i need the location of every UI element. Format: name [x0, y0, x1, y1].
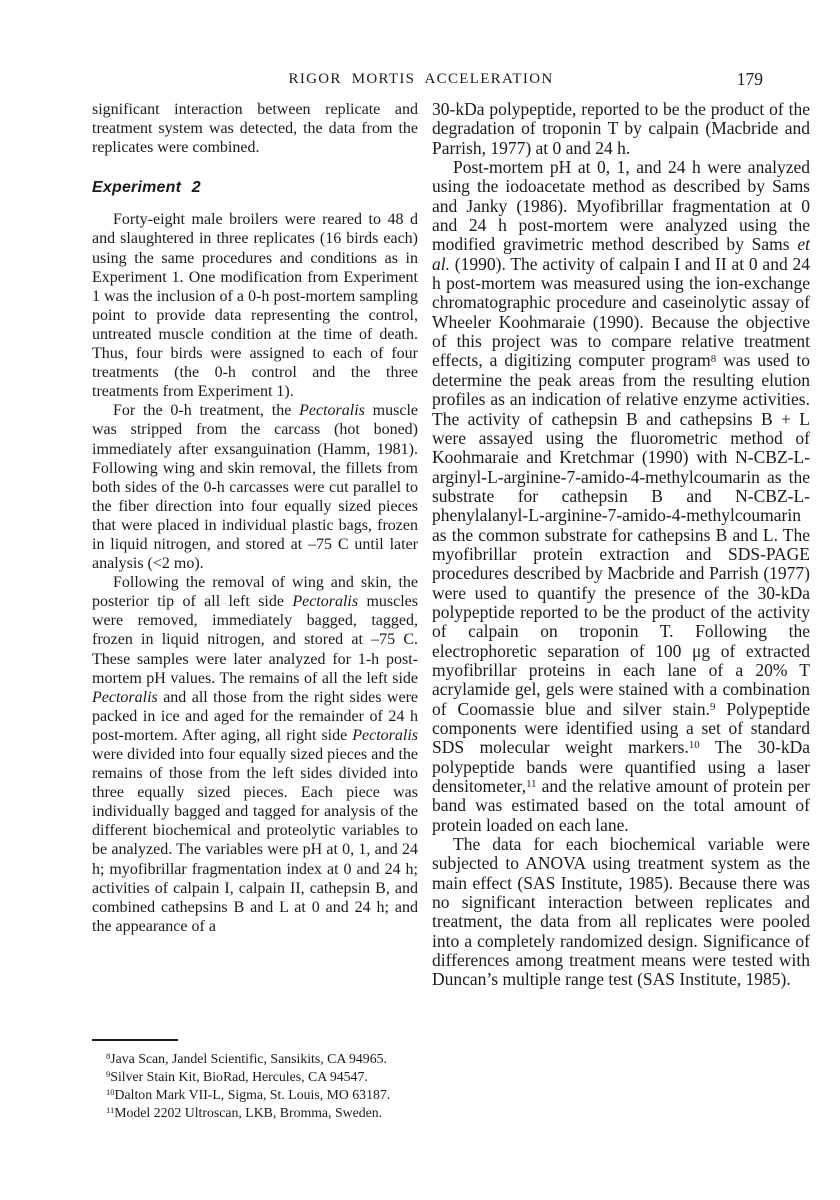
- text-segment: significant interaction between replicate and treatment system was detected, the data from the replicates were combined.: [92, 101, 418, 157]
- text-segment: Following the removal of wing and skin, the posterior tip of all left side: [92, 574, 418, 611]
- text-segment: Java Scan, Jandel Scientific, Sansikits, CA 94965.: [110, 1051, 387, 1066]
- section-heading: [92, 178, 418, 197]
- superscript-marker: 8: [106, 1051, 111, 1062]
- superscript-marker: 10: [106, 1087, 115, 1098]
- text-segment: Polypeptide components were identified using a set of standard SDS molecular weight markers.: [432, 698, 810, 758]
- paragraph: [92, 573, 418, 936]
- footnote-rule: [92, 1039, 178, 1041]
- paragraph: [92, 100, 418, 157]
- text-columns: [92, 100, 810, 1122]
- text-segment: The 30-kDa polypeptide bands were quantified using a laser densitometer,: [432, 737, 810, 797]
- superscript-marker: 9: [709, 700, 716, 713]
- paragraph: [432, 835, 810, 990]
- text-segment: Pectoralis: [352, 726, 418, 744]
- superscript-marker: 11: [106, 1105, 115, 1116]
- paragraph: [432, 158, 810, 835]
- right-column-text: [432, 100, 810, 990]
- superscript-marker: 8: [710, 352, 717, 365]
- text-segment: Silver Stain Kit, BioRad, Hercules, CA 94547.: [110, 1069, 368, 1084]
- superscript-marker: 11: [526, 778, 537, 791]
- text-segment: Model 2202 Ultroscan, LKB, Bromma, Sweden.: [114, 1105, 383, 1120]
- right-column: [432, 100, 810, 990]
- paragraph: [92, 401, 418, 573]
- text-segment: Post-mortem pH at 0, 1, and 24 h were analyzed using the iodoacetate method as described by Sams and Janky (1986). Myofibrillar fragmentation at 0 and 24 h post-mortem were analyzed using the modified gravimetric method described by Sams: [432, 157, 810, 255]
- text-segment: For the 0-h treatment, the: [113, 402, 300, 420]
- text-segment: et al.: [432, 234, 810, 274]
- text-segment: (1990). The activity of calpain I and II at 0 and 24 h post-mortem was measured using the ion-exchange chromatographic procedure and caseinolytic assay of Wheeler Koohmaraie (1990). Because the objective of this project was to compare relative treatment effects, a digitizing computer program: [432, 253, 810, 371]
- running-title: RIGOR MORTIS ACCELERATION: [288, 71, 554, 87]
- superscript-marker: 9: [106, 1069, 111, 1080]
- footnote: [92, 1068, 418, 1086]
- paragraph: [92, 210, 418, 401]
- text-segment: Pectoralis: [292, 593, 359, 611]
- left-column: [92, 100, 418, 1122]
- superscript-marker: 10: [688, 739, 700, 752]
- text-segment: 30-kDa polypeptide, reported to be the product of the degradation of troponin T by calpain (Macbride and Parrish, 1977) at 0 and 24 h.: [432, 99, 810, 158]
- text-segment: Dalton Mark VII-L, Sigma, St. Louis, MO 63187.: [114, 1087, 391, 1102]
- footnote-block: [92, 1039, 418, 1122]
- text-segment: Experiment 2: [92, 179, 201, 197]
- text-segment: Forty-eight male broilers were reared to 48 d and slaughtered in three replicates (16 birds each) using the same procedures and conditions as in Experiment 1. One modification from Experiment 1 was the inclusion of a 0-h post-mortem sampling point to provide data representing the control, untreated muscle condition at the time of death. Thus, four birds were assigned to each of four treatments (the 0-h control and the three treatments from Experiment 1).: [92, 211, 418, 401]
- footnote: [92, 1086, 418, 1104]
- text-segment: was used to determine the peak areas from the resulting elution profiles as an indication of relative enzyme activities. The activity of cathepsin B and cathepsins B + L were assayed using the fluorometric method of Koohmaraie and Kretchmar (1990) with N-CBZ-L-arginyl-L-arginine-7-amido-4-methylcoumarin as the substrate for cathepsin B and N-CBZ-L-phenylalanyl-L-arginine-7-amido-4-methylcoumarin as the common substrate for cathepsins B and L. The myofibrillar protein extraction and SDS-PAGE procedures described by Macbride and Parrish (1977) were used to quantify the presence of the 30-kDa polypeptide reported to be the product of the activity of calpain on troponin T. Following the electrophoretic separation of 100 μg of extracted myofibrillar proteins in each lane of a 20% T acrylamide gel, gels were stained with a combination of Coomassie blue and silver stain.: [432, 350, 811, 719]
- text-segment: Pectoralis: [299, 402, 365, 420]
- text-segment: and the relative amount of protein per band was estimated based on the total amount of protein loaded on each lane.: [432, 776, 810, 835]
- text-segment: Pectoralis: [92, 688, 158, 706]
- page-header: [92, 71, 810, 93]
- left-column-text: [92, 100, 418, 936]
- text-segment: The data for each biochemical variable were subjected to ANOVA using treatment system as the main effect (SAS Institute, 1985). Because there was no significant interaction between replicates and treatment, the data from all replicates were pooled into a completely randomized design. Significance of differences among treatment means were tested with Duncan’s multiple range test (SAS Institute, 1985).: [432, 834, 810, 990]
- text-segment: muscle was stripped from the carcass (hot boned) immediately after exsanguination (Hamm, 1981). Following wing and skin removal, the fillets from both sides of the 0-h carcasses were cut parallel to the fiber direction into four equally sized pieces that were placed in individual plastic bags, frozen in liquid nitrogen, and stored at –75 C until later analysis (<2 mo).: [92, 402, 419, 573]
- footnote: [92, 1104, 418, 1122]
- text-segment: and all those from the right sides were packed in ice and aged for the remainder of 24 h post-mortem. After aging, all right side: [92, 688, 418, 744]
- paragraph: [432, 100, 810, 158]
- text-segment: were divided into four equally sized pieces and the remains of those from the left sides divided into three equally sized pieces. Each piece was individually bagged and tagged for analysis of the different biochemical and proteolytic variables to be analyzed. The variables were pH at 0, 1, and 24 h; myofibrillar fragmentation index at 0 and 24 h; activities of calpain I, calpain II, cathepsin B, and combined cathepsins B and L at 0 and 24 h; and the appearance of a: [92, 746, 418, 935]
- footnote-list: [92, 1050, 418, 1122]
- footnote: [92, 1050, 418, 1068]
- page-number: 179: [736, 69, 763, 89]
- text-segment: muscles were removed, immediately bagged, tagged, frozen in liquid nitrogen, and stored at –75 C. These samples were later analyzed for 1-h post-mortem pH values. The remains of all the left side: [92, 593, 418, 687]
